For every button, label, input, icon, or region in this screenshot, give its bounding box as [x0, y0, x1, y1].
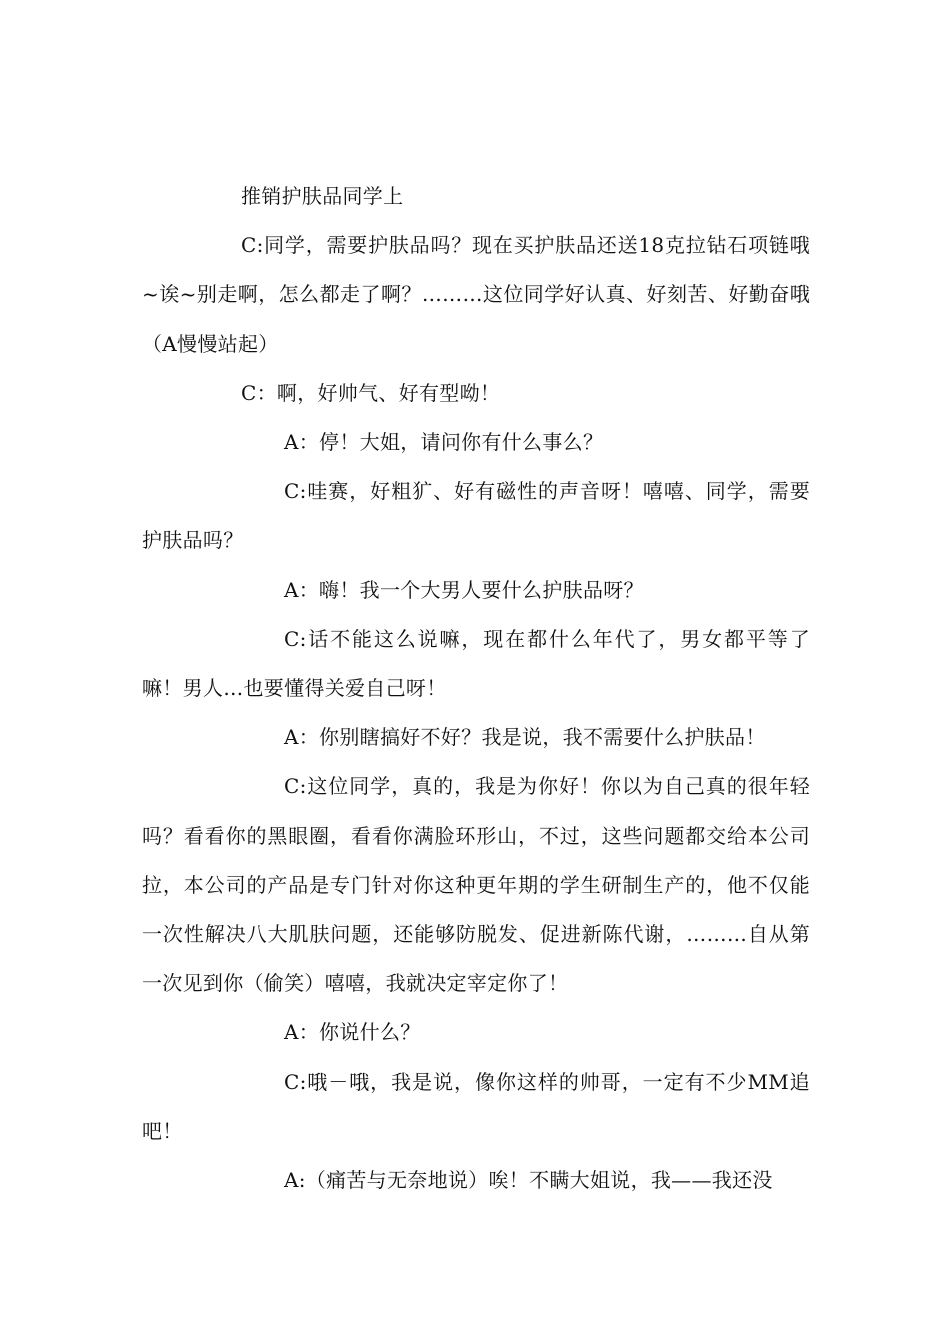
- dialogue-line-c: C:哇赛，好粗犷、好有磁性的声音呀！嘻嘻、同学，需要护肤品吗？: [142, 479, 810, 553]
- script-text: [142, 172, 810, 1205]
- dialogue-line-a: A：停！大姐，请问你有什么事么？: [284, 430, 604, 455]
- dialogue-line-c: C：啊，好帅气、好有型呦！: [241, 380, 501, 405]
- scene-heading: 推销护肤品同学上: [241, 184, 404, 208]
- dialogue-line-c: C:话不能这么说嘛，现在都什么年代了，男女都平等了嘛！男人…也要懂得关爱自己呀！: [142, 626, 810, 701]
- dialogue-line-c: C:这位同学，真的，我是为你好！你以为自己真的很年轻吗？看看你的黑眼圈，看看你满脸环形山，不过，这些问题都交给本公司拉，本公司的产品是专门针对你这种更年期的学生研制生产的，他不仅能一次性解决八大肌肤问题，还能够防脱发、促进新陈代谢，………自从第一次见到你（偷笑）嘻嘻，我就决定宰定你了！: [142, 774, 810, 996]
- dialogue-line-a: A:（痛苦与无奈地说）唉！不瞒大姐说，我——我还没: [284, 1168, 773, 1193]
- dialogue-line-c: C:同学，需要护肤品吗？现在买护肤品还送18克拉钻石项链哦~诶~别走啊，怎么都走了啊？………这位同学好认真、好刻苦、好勤奋哦（A慢慢站起）: [142, 233, 810, 356]
- dialogue-line-c: C:哦－哦，我是说，像你这样的帅哥，一定有不少MM追吧！: [142, 1069, 810, 1143]
- dialogue-line-a: A：你说什么？: [284, 1020, 421, 1045]
- dialogue-line-a: A：嗨！我一个大男人要什么护肤品呀？: [284, 577, 644, 602]
- dialogue-line-a: A：你别瞎搞好不好？我是说，我不需要什么护肤品！: [284, 725, 766, 750]
